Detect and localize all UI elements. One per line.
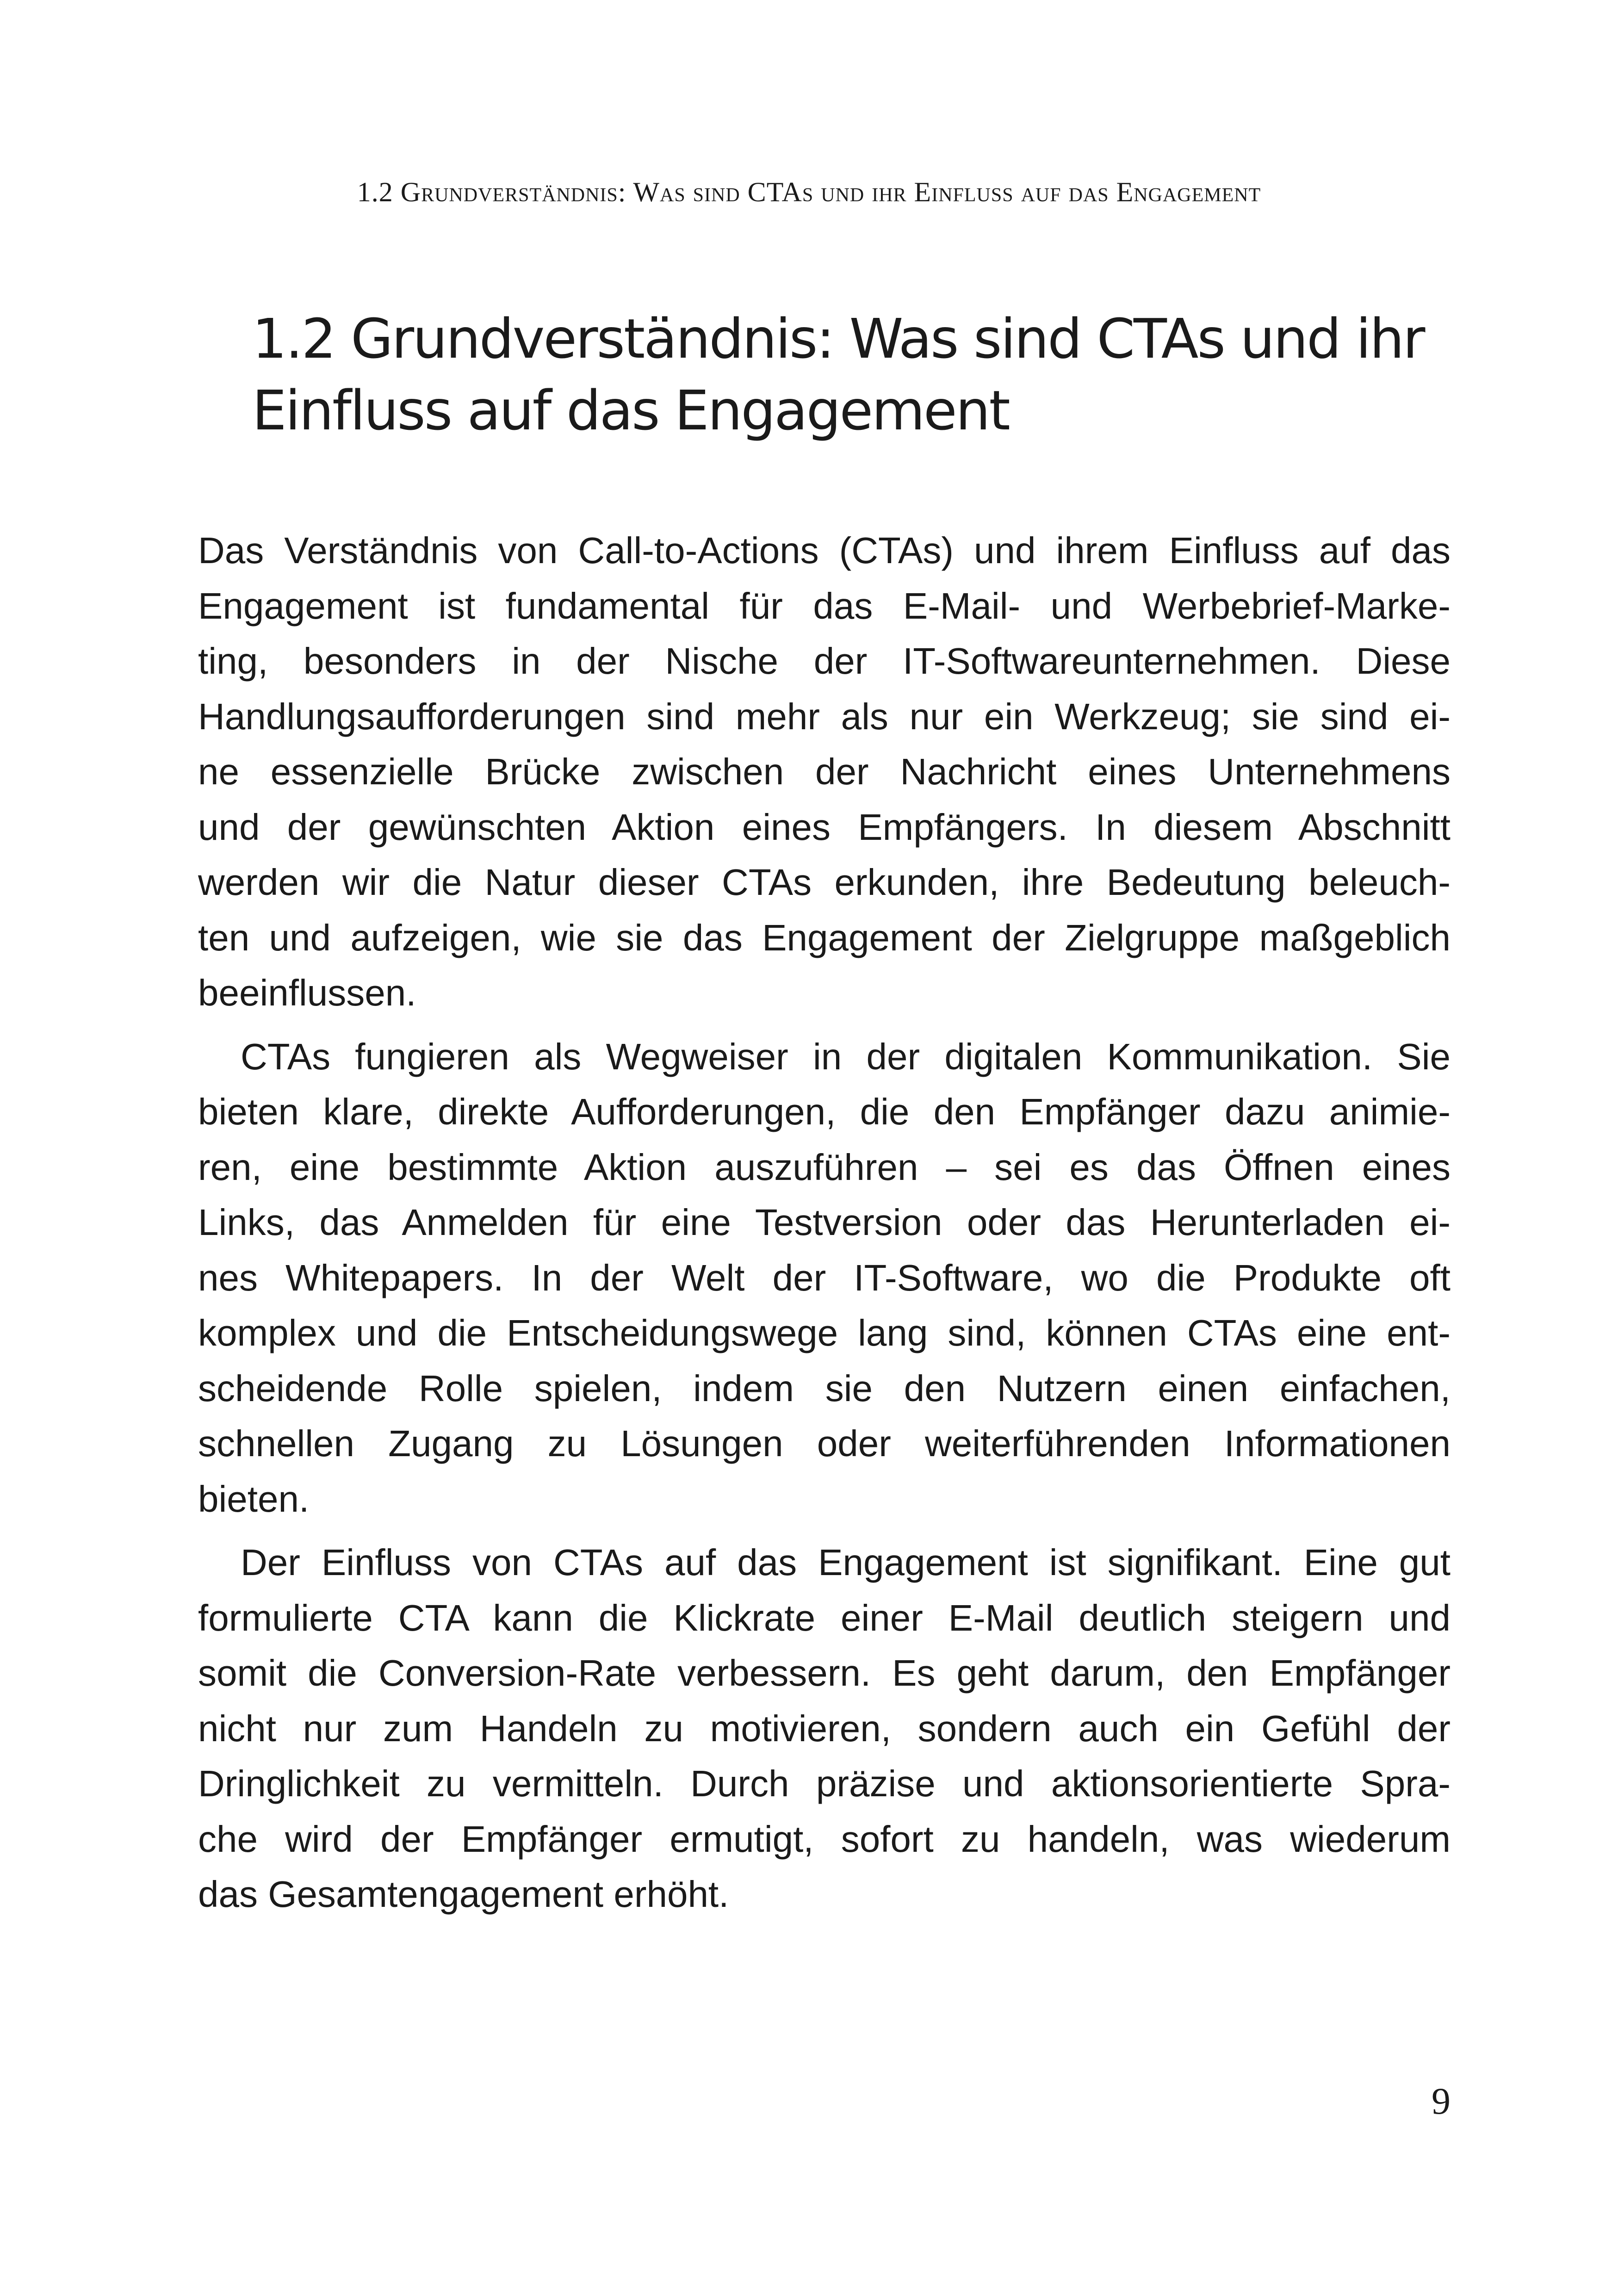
text-line: werden wir die Natur dieser CTAs erkunden, ihre Bedeutung beleuch-: [198, 862, 1451, 903]
text-line: Der Einfluss von CTAs auf das Engagement ist signifikant. Eine gut: [241, 1542, 1451, 1583]
text-line: scheidende Rolle spielen, indem sie den Nutzern einen einfachen,: [198, 1367, 1451, 1409]
section-title-line: Einfluss auf das Engagement: [252, 379, 1009, 442]
section-title: [252, 303, 1455, 447]
body-text: [198, 523, 1451, 1922]
text-line: Handlungsaufforderungen sind mehr als nur ein Werkzeug; sie sind ei-: [198, 695, 1451, 737]
text-line: ne essenzielle Brücke zwischen der Nachricht eines Unternehmens: [198, 751, 1451, 792]
text-line: bieten klare, direkte Aufforderungen, die den Empfänger dazu animie-: [198, 1091, 1451, 1132]
section-title-line: 1.2 Grundverständnis: Was sind CTAs und ihr: [252, 307, 1424, 371]
text-line: komplex und die Entscheidungswege lang sind, können CTAs eine ent-: [198, 1312, 1451, 1353]
text-line: che wird der Empfänger ermutigt, sofort zu handeln, was wiederum: [198, 1818, 1451, 1860]
text-line: Das Verständnis von Call-to-Actions (CTAs) und ihrem Einfluss auf das: [198, 530, 1451, 571]
paragraph: [198, 1029, 1451, 1527]
text-line: Engagement ist fundamental für das E-Mail- und Werbebrief-Marke-: [198, 585, 1451, 627]
text-line: nicht nur zum Handeln zu motivieren, sondern auch ein Gefühl der: [198, 1707, 1451, 1749]
text-line: Links, das Anmelden für eine Testversion oder das Herunterladen ei-: [198, 1202, 1451, 1243]
text-line: formulierte CTA kann die Klickrate einer E-Mail deutlich steigern und: [198, 1597, 1451, 1638]
text-line: schnellen Zugang zu Lösungen oder weiterführenden Informationen: [198, 1423, 1451, 1464]
page-number: 9: [1432, 2080, 1451, 2122]
text-line: bieten.: [198, 1478, 310, 1520]
paragraph: [198, 1535, 1451, 1922]
text-line: Dringlichkeit zu vermitteln. Durch präzise und aktionsorientierte Spra-: [198, 1763, 1451, 1804]
paragraph: [198, 523, 1451, 1021]
text-line: das Gesamtengagement erhöht.: [198, 1874, 729, 1915]
text-line: CTAs fungieren als Wegweiser in der digitalen Kommunikation. Sie: [241, 1036, 1451, 1077]
text-line: ting, besonders in der Nische der IT-Softwareunternehmen. Diese: [198, 640, 1451, 682]
text-line: somit die Conversion-Rate verbessern. Es geht darum, den Empfänger: [198, 1652, 1451, 1694]
text-line: ten und aufzeigen, wie sie das Engagement der Zielgruppe maßgeblich: [198, 917, 1451, 958]
text-line: nes Whitepapers. In der Welt der IT-Software, wo die Produkte oft: [198, 1257, 1451, 1298]
running-header: 1.2 Grundverständnis: Was sind CTAs und ihr Einfluss auf das Engagement: [357, 177, 1261, 207]
text-line: beeinflussen.: [198, 972, 416, 1013]
text-line: ren, eine bestimmte Aktion auszuführen – sei es das Öffnen eines: [198, 1146, 1451, 1188]
text-line: und der gewünschten Aktion eines Empfängers. In diesem Abschnitt: [198, 806, 1451, 848]
